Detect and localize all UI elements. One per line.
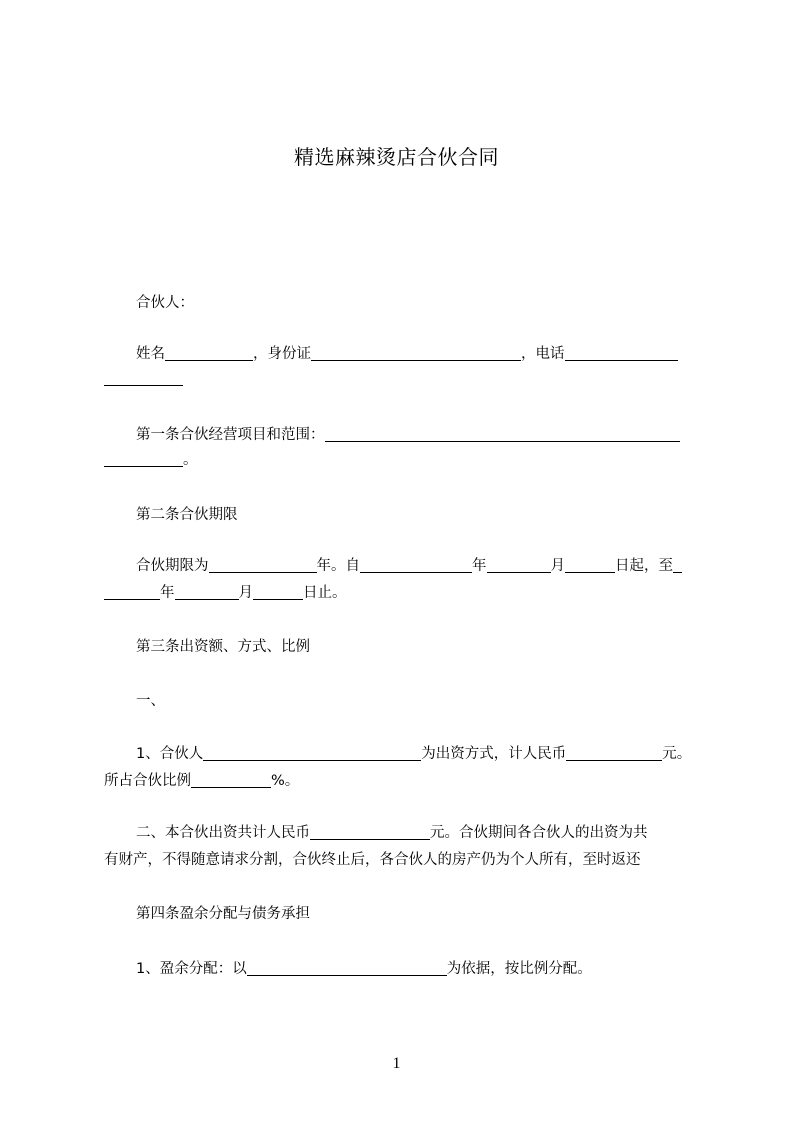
partner-info-line-2: [104, 368, 724, 390]
article3-item1-line: [104, 743, 756, 765]
end-day-blank: [253, 584, 303, 600]
phone-blank: [565, 345, 678, 361]
phone-blank-continued: [104, 370, 183, 386]
article3-heading: 第三条出资额、方式、比例: [136, 639, 310, 655]
id-card-blank: [311, 345, 521, 361]
article2-term-line-2: [104, 582, 724, 604]
end-month-label: 月: [238, 585, 253, 601]
article3-section1: 一、: [136, 693, 165, 709]
start-month-blank: [487, 557, 551, 573]
article1-end: 。: [183, 452, 198, 468]
total-contribution-text: 元。合伙期间各合伙人的出资为共: [430, 825, 648, 841]
contribution-method-blank: [203, 745, 421, 761]
article3-section2-line-2: 有财产，不得随意请求分割，合伙终止后，各合伙人的房产仍为个人所有，至时返还: [104, 852, 641, 868]
start-year-blank: [360, 557, 472, 573]
article4-item1-line: [104, 958, 756, 980]
share-ratio-label: 所占合伙比例: [104, 773, 191, 789]
start-month-label: 月: [550, 558, 565, 574]
contribution-method-label: 为出资方式，计人民币: [421, 746, 567, 762]
article1-line-2: [104, 449, 724, 471]
total-contribution-blank: [310, 824, 430, 840]
end-year-blank-continued: [104, 584, 160, 600]
partner-label: 合伙人：: [136, 295, 194, 311]
end-month-blank: [175, 584, 239, 600]
profit-distribution-text: 为依据，按比例分配。: [446, 961, 592, 977]
share-ratio-unit: %。: [271, 773, 300, 789]
article2-heading: 第二条合伙期限: [136, 507, 238, 523]
article3-section2-line: [104, 822, 756, 844]
id-card-label: ，身份证: [253, 346, 311, 362]
term-years-blank: [209, 557, 317, 573]
partner-info-line: [104, 343, 756, 365]
term-label: 合伙期限为: [136, 558, 209, 574]
profit-basis-blank: [247, 960, 447, 976]
start-day-blank: [565, 557, 615, 573]
share-ratio-blank: [191, 772, 271, 788]
scope-blank: [325, 426, 680, 442]
end-year-blank: [673, 557, 682, 573]
scope-blank-continued: [104, 451, 183, 467]
contribution-amount-blank: [566, 745, 662, 761]
start-day-label: 日起，至: [615, 558, 673, 574]
start-year-label: 年: [472, 558, 487, 574]
name-label: 姓名: [136, 346, 165, 362]
total-contribution-label: 二、本合伙出资共计人民币: [136, 825, 310, 841]
article4-heading: 第四条盈余分配与债务承担: [136, 906, 310, 922]
document-title: 精选麻辣烫店合伙合同: [294, 145, 499, 169]
article1-label: 第一条合伙经营项目和范围：: [136, 427, 325, 443]
page-number: 1: [392, 1055, 401, 1072]
contribution-amount-unit: 元。: [662, 746, 692, 762]
article1-line: [104, 424, 756, 446]
profit-distribution-label: 1、盈余分配：以: [136, 961, 247, 977]
term-year-from: 年。自: [316, 558, 360, 574]
end-year-label: 年: [160, 585, 175, 601]
item1-partner-label: 1、合伙人: [136, 746, 204, 762]
end-day-label: 日止。: [303, 585, 347, 601]
phone-label: ，电话: [521, 346, 565, 362]
name-blank: [165, 345, 253, 361]
article3-item1-line-2: [104, 770, 724, 792]
article2-term-line: [104, 555, 756, 577]
